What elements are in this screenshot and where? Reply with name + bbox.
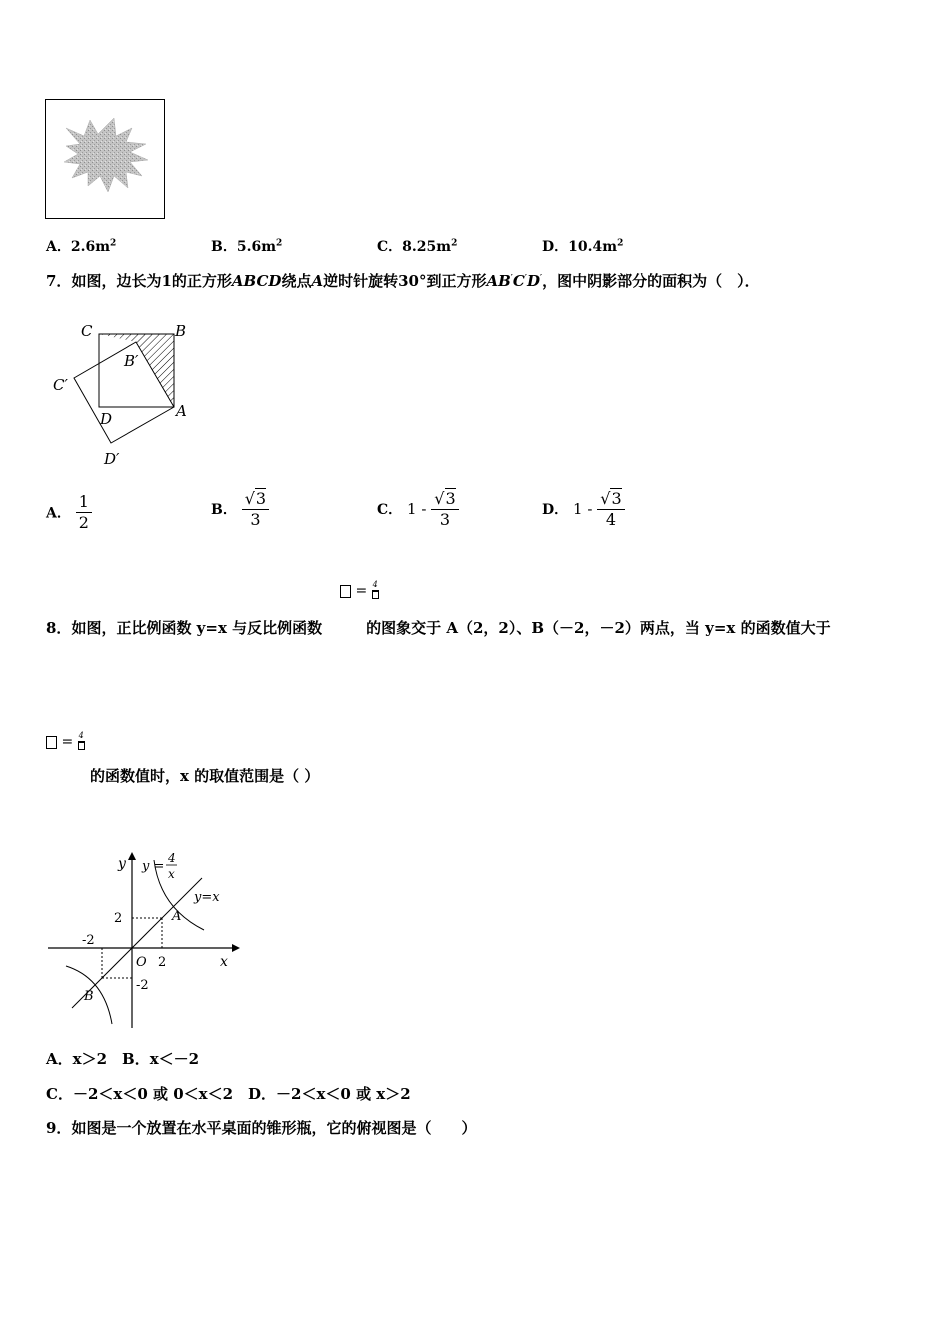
q8-question-line2: 的函数值时，x 的取值范围是（ ） [90,767,320,785]
tick-x-2: 2 [158,955,167,970]
point-a-label: A [172,909,182,924]
q8-graph [44,848,244,1034]
curve-label-num: 4 [168,851,176,865]
label-c-prime: C′ [53,376,68,394]
point-b-label: B [84,989,94,1004]
q8-options-line1[interactable]: A．x＞2 B．x＜－2 [46,1050,200,1068]
q8-formula-left: = 4 [46,731,85,753]
curve-label: y = [142,859,165,874]
q7-option-b[interactable]: B． $\frac{√3}{3}$ [211,488,269,530]
q9-question: 9．如图是一个放置在水平桌面的锥形瓶，它的俯视图是（ ） [46,1119,477,1137]
x-axis-label: x [220,954,228,970]
label-d-prime: D′ [104,450,120,468]
q6-option-a[interactable]: A．$2.6m^2$ [46,238,117,255]
q7-option-d[interactable]: D． 1 - $\frac{√3}{4}$ [542,488,625,530]
q7-figure [48,318,208,482]
label-c: C [81,322,93,340]
curve-label-den: x [168,867,175,881]
q6-option-d[interactable]: D．$10.4m^2$ [542,238,624,255]
q6-option-c[interactable]: C．$8.25m^2$ [377,238,458,255]
shaded-region [99,334,174,407]
q8-question-line1: 8．如图，正比例函数 y=x 与反比例函数 的图象交于 A（2，2）、B（－2，－2）两点，当 y=x 的函数值大于 [46,619,831,637]
hyperbola-branch-1-tail [204,930,210,934]
x-axis-arrow [232,944,240,952]
label-a: A [176,402,187,420]
q7-option-c[interactable]: C． 1 - $\frac{√3}{3}$ [377,488,459,530]
label-b: B [175,322,187,340]
tick-x-neg2: -2 [82,933,95,948]
function-graph [44,848,244,1030]
q7-question: 7．如图，边长为1的正方形ABCD绕点A逆时针旋转30°到正方形AB′C′D′，图中阴影部分的面积为（ ）． [46,272,760,290]
y-axis-label: y [118,856,126,872]
starburst-shape [46,100,164,218]
q6-option-b[interactable]: B．$5.6m^2$ [211,238,283,255]
tick-y-neg2: -2 [136,978,149,993]
q7-option-a[interactable]: A． $\frac{1}{2}$ [46,492,92,533]
q8-options-line2[interactable]: C．－2＜x＜0 或 0＜x＜2 D．－2＜x＜0 或 x＞2 [46,1085,411,1103]
line-label: y=x [194,890,220,905]
q6-figure [45,99,165,219]
origin-label: O [136,955,147,970]
tick-y-2: 2 [114,911,123,926]
y-axis-arrow [128,852,136,860]
label-d: D [100,410,113,428]
q8-formula-inline: = 4 [340,580,379,602]
label-b-prime: B′ [124,352,139,370]
rotated-square-diagram [48,318,208,478]
